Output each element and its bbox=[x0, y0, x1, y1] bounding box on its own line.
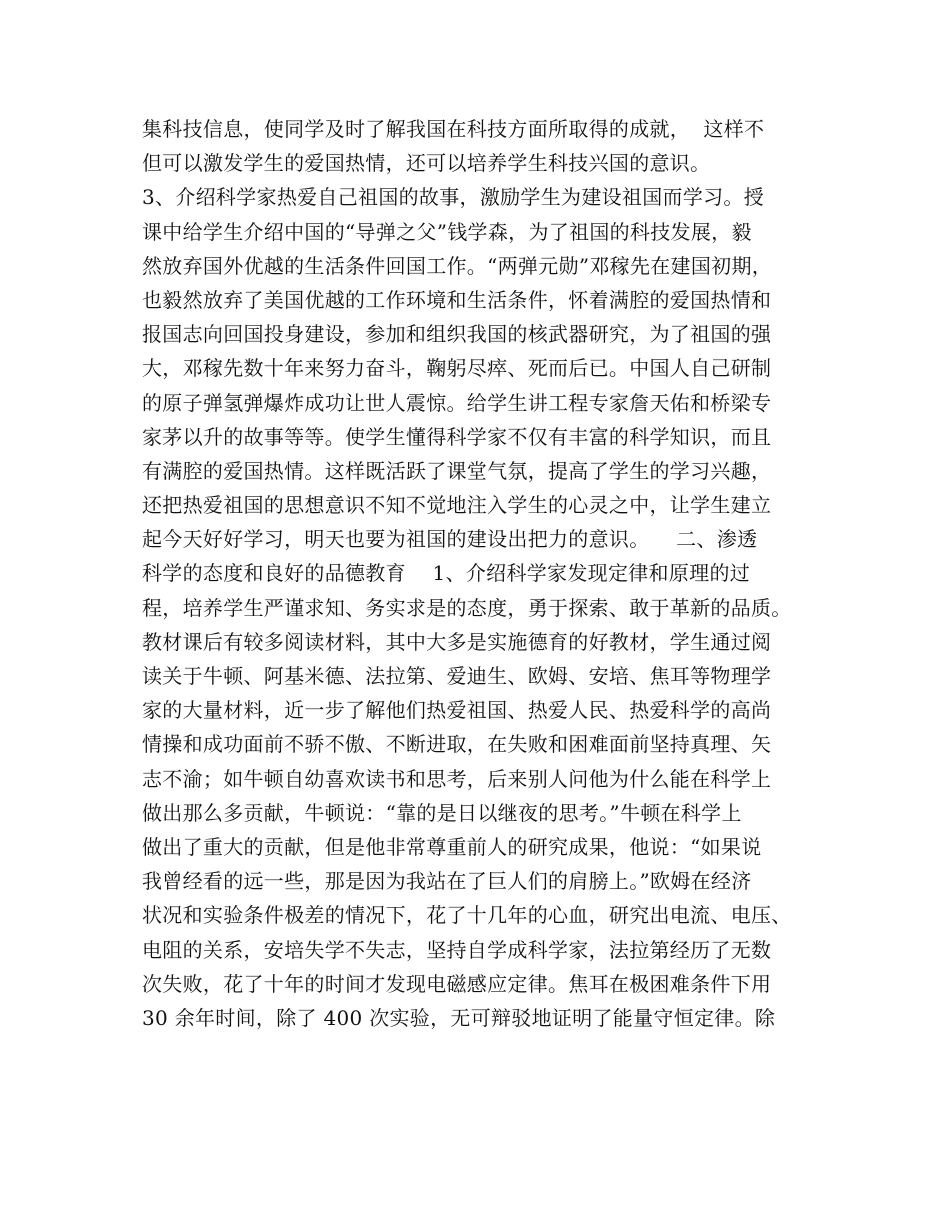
text-line: 读关于牛顿、阿基米德、法拉第、爱迪生、欧姆、安培、焦耳等物理学 bbox=[142, 664, 772, 688]
text-line: 集科技信息，使同学及时了解我国在科技方面所取得的成就， 这样不 bbox=[142, 117, 765, 141]
text-line: 家的大量材料，近一步了解他们热爱祖国、热爱人民、热爱科学的高尚 bbox=[142, 698, 772, 723]
text-line: 做出了重大的贡献，但是他非常尊重前人的研究成果，他说：“如果说 bbox=[142, 834, 762, 859]
text-line: 有满腔的爱国热情。这样既活跃了课堂气氛，提高了学生的学习兴趣， bbox=[142, 458, 772, 483]
text-line: 教材课后有较多阅读材料，其中大多是实施德育的好教材，学生通过阅 bbox=[142, 629, 772, 654]
text-line: 3、介绍科学家热爱自己祖国的故事，激励学生为建设祖国而学习。授 bbox=[142, 185, 765, 210]
text-line: 电阻的关系，安培失学不失志，坚持自学成科学家，法拉第经历了无数 bbox=[142, 937, 772, 962]
text-line: 报国志向回国投身建设，参加和组织我国的核武器研究，为了祖国的强 bbox=[142, 322, 772, 347]
text-line: 大，邓稼先数十年来努力奋斗，鞠躬尽瘁、死而后已。中国人自己研制 bbox=[142, 356, 772, 381]
text-line: 做出那么多贡献，牛顿说：“靠的是日以继夜的思考。”牛顿在科学上 bbox=[142, 800, 742, 825]
text-line: 但可以激发学生的爱国热情，还可以培养学生科技兴国的意识。 bbox=[142, 151, 711, 176]
text-line: 科学的态度和良好的品德教育 1、介绍科学家发现定律和原理的过 bbox=[142, 561, 751, 586]
text-line: 志不渝；如牛顿自幼喜欢读书和思考，后来别人问他为什么能在科学上 bbox=[142, 766, 772, 791]
text-line: 次失败，花了十年的时间才发现电磁感应定律。焦耳在极困难条件下用 bbox=[142, 971, 772, 996]
text-line: 情操和成功面前不骄不傲、不断进取，在失败和困难面前坚持真理、矢 bbox=[142, 732, 772, 757]
text-line: 程，培养学生严谨求知、务实求是的态度，勇于探索、敢于革新的品质。 bbox=[142, 595, 792, 620]
text-line: 起今天好好学习，明天也要为祖国的建设出把力的意识。 二、渗透 bbox=[142, 527, 758, 552]
text-line: 家茅以升的故事等等。使学生懂得科学家不仅有丰富的科学知识，而且 bbox=[142, 424, 772, 449]
text-line: 然放弃国外优越的生活条件回国工作。“两弹元勋”邓稼先在建国初期， bbox=[142, 253, 773, 278]
text-line: 还把热爱祖国的思想意识不知不觉地注入学生的心灵之中，让学生建立 bbox=[142, 493, 772, 518]
text-line: 30 余年时间，除了 400 次实验，无可辩驳地证明了能量守恒定律。除 bbox=[142, 1005, 776, 1030]
text-line: 状况和实验条件极差的情况下，花了十几年的心血，研究出电流、电压、 bbox=[142, 903, 792, 928]
text-line: 我曾经看的远一些，那是因为我站在了巨人们的肩膀上。”欧姆在经济 bbox=[142, 869, 752, 894]
body-text bbox=[142, 112, 842, 1035]
text-line: 的原子弹氢弹爆炸成功让世人震惊。给学生讲工程专家詹天佑和桥梁专 bbox=[142, 390, 772, 415]
text-line: 也毅然放弃了美国优越的工作环境和生活条件，怀着满腔的爱国热情和 bbox=[142, 287, 772, 312]
text-line: 课中给学生介绍中国的“导弹之父”钱学森，为了祖国的科技发展，毅 bbox=[142, 219, 752, 244]
